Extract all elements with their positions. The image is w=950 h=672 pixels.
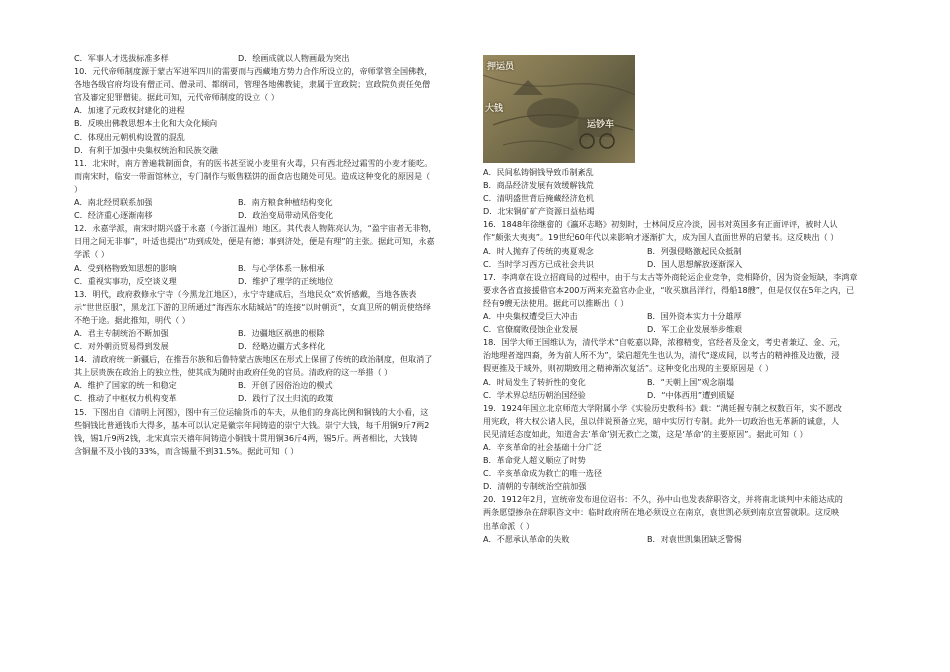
option-row xyxy=(483,258,886,271)
option-line: B．商品经济发展有效缓解钱荒 xyxy=(483,180,594,191)
question-line: 作“颇张大夷夷”。19世纪60年代以来影响才逐渐扩大，成为国人直面世界的启蒙书。这反映出（ ） xyxy=(483,232,839,243)
question-line: 14．清政府统一新疆后，在推吾尔族和后鲁特蒙古族地区在形式上保留了传统的政治制度，但取消了 xyxy=(74,354,433,365)
question-line: 示“世世臣服”，黑龙江下游的卫所通过“海西东水陆城站”的连接“以时朝贡”，女真卫所的朝贡使络绎 xyxy=(74,301,432,312)
question-line: 假更推及于域外，则初期致用之精神渐次复活”。这种变化出现的主要原因是（ ） xyxy=(483,363,774,374)
option-row xyxy=(74,262,466,275)
question-line: 13．明代，政府救修永宁寺（今黑龙江地区），永宁寺建成后，当地民众“欢忻感戴，当地各族表 xyxy=(74,288,417,299)
question-line: 用宪政，将大权公诸人民，虽以伴说预备立宪，暗中实厉行专制。此外一切政治也无革新的诚意，人 xyxy=(483,415,840,426)
left-column xyxy=(74,52,466,458)
question-line: 11．北宋时，南方普遍栽制面食，有的医书甚至说小麦里有火毒，只有西北经过霜雪的小麦才能吃。 xyxy=(74,157,433,168)
option-text: A．受到格物致知思想的影响 xyxy=(74,262,177,273)
option-text: B．与心学体系一脉相承 xyxy=(238,262,325,273)
question-line: 学派（ ） xyxy=(74,249,109,260)
option-line: B．反映出佛教思想本土化和大众化倾向 xyxy=(74,118,218,129)
option-row xyxy=(483,245,886,258)
option-text: C．重视实事功，反空谈义理 xyxy=(74,275,177,286)
option-text: B．对袁世凯集团缺乏警惕 xyxy=(647,533,742,544)
option-line: A．民间私铸铜钱导致币制紊乱 xyxy=(483,167,594,177)
option-line: C．体现出元朝机构设置的混乱 xyxy=(74,131,185,142)
option-text: C．官僚腐败侵蚀企业发展 xyxy=(483,324,578,335)
option-row xyxy=(483,389,886,402)
question-line: 19．1924年国立北京师范大学附属小学《实验历史教科书》载：“满廷握专制之权数百年，实不愿改 xyxy=(483,402,842,413)
option-text: C．当时学习西方已成社会共识 xyxy=(483,258,594,269)
option-row xyxy=(483,323,886,336)
option-text: A．时人抛弃了传统的夷夏观念 xyxy=(483,245,594,256)
option-row xyxy=(483,310,886,323)
option-row xyxy=(74,327,466,340)
question-line: 18．国学大师王国维认为，清代学术“自乾嘉以降，浓穆精变，官经者及金文，考史者兼辽、金、元， xyxy=(483,337,846,348)
option-text: B．南方粮食种植结构变化 xyxy=(238,197,333,208)
question-line: 要求各省直接援借官本200万两来充盈官办企业，“收买旗昌洋行，得船18艘”，但是仅仅在5年之内，已 xyxy=(483,284,855,295)
option-text: A．中央集权遭受巨大冲击 xyxy=(483,311,578,322)
option-line: B．革命党人超义顺应了时势 xyxy=(483,455,586,466)
question-line: 而南宋时，临安一带面馆林立，专门制作与贩售糕饼的面食店也随处可见。造成这种变化的原因是（ xyxy=(74,170,431,181)
option-line: A．加速了元政权封建化的进程 xyxy=(74,105,185,116)
option-row xyxy=(74,196,466,209)
option-text: D．国人思想解放逐渐深入 xyxy=(647,258,743,269)
option-text: D．经略边疆方式多样化 xyxy=(238,341,326,352)
question-line: 些铜钱比普通钱币大得多，基本可以认定是徽宗年间铸造的崇宁大钱。崇宁大钱，每千用铜9斤7两2 xyxy=(74,419,430,430)
option-text: C．经济重心逐渐南移 xyxy=(74,210,153,221)
option-row xyxy=(74,209,466,222)
question-line: 经有9艘无法使用。据此可以推断出（ ） xyxy=(483,297,629,308)
figure-label-escort: 押运员 xyxy=(487,62,515,72)
question-line: 17．李鸿章在设立招商局的过程中，由于与太古等外商轮运企业竞争，竞相降价，因为资金短缺，李鸿章 xyxy=(483,271,858,282)
option-line: D．有利于加强中央集权统治和民族交融 xyxy=(74,144,218,155)
option-row xyxy=(483,533,886,546)
option-text: A．维护了国家的统一和稳定 xyxy=(74,380,177,391)
option-line: A．辛亥革命的社会基础十分广泛 xyxy=(483,441,602,452)
question-line: 各地各级官府均设有僧正司、僧录司、都纲司，管理各地佛教徒，隶属于宣政院；宣政院负责任免僧 xyxy=(74,79,431,90)
question-line: 含铜量不及小钱的33%，而含锡量不到31.5%。据此可知（ ） xyxy=(74,445,299,456)
question-line: 不绝于途。据此推知，明代（ ） xyxy=(74,314,190,325)
question-line: 20．1912年2月，宣统帝发布退位诏书：不久，孙中山也发表辞职咨文，并将南北谈判中未能达成的 xyxy=(483,494,843,505)
option-text: C．对外朝贡贸易得到发展 xyxy=(74,341,169,352)
option-text: D．“中体西用”遭到质疑 xyxy=(647,389,735,400)
option-row xyxy=(74,52,466,65)
option-row xyxy=(74,392,466,405)
option-text: A．时局发生了转折性的变化 xyxy=(483,376,586,387)
question-line: ） xyxy=(74,183,83,194)
option-text: B．国外资本实力十分雄厚 xyxy=(647,311,742,322)
question-line: 日用之间无非事”，叶适也提出“功到成处，便是有德；事到济处，便是有理”的主张。据此可知，永嘉 xyxy=(74,236,435,247)
qingming-painting-image xyxy=(483,55,635,163)
question-line: 民见清廷态度如此，知道舍去‘革命’别无救亡之策，这是‘革命’的主要原因”。据此可知（ ） xyxy=(483,428,808,439)
option-text: A．不愿承认革命的失败 xyxy=(483,533,570,544)
option-row xyxy=(74,340,466,353)
option-line: D．北宋铜矿矿产资源日益枯竭 xyxy=(483,206,595,217)
question-line: 两条愿望掺杂在辞职咨文中：临时政府所在地必须设立在南京，袁世凯必须到南京宣誓就职。这反映 xyxy=(483,507,840,518)
option-text: C．军事人才选拔标准多样 xyxy=(74,53,169,63)
right-column xyxy=(483,55,886,546)
question-line: 出革命派（ ） xyxy=(483,520,535,531)
option-text: B．边疆地区祸患的根除 xyxy=(238,327,325,338)
option-text: C．推动了中枢权力机构变革 xyxy=(74,393,177,404)
figure-label-big-coin: 大钱 xyxy=(485,104,504,114)
option-line: D．清朝的专制统治空前加强 xyxy=(483,481,587,492)
option-text: B．列强侵略激起民众抵制 xyxy=(647,245,742,256)
option-text: C．学术界总结历朝治国经验 xyxy=(483,389,586,400)
option-text: D．维护了理学的正统地位 xyxy=(238,275,334,286)
option-text: D．军工企业发展举步维艰 xyxy=(647,324,743,335)
option-line: C．清明盛世背后掩藏经济危机 xyxy=(483,193,594,204)
option-text: D．政治变局带动风俗变化 xyxy=(238,210,334,221)
question-line: 钱，锡1斤9两2钱，北宋真宗天禧年间铸造小铜钱十贯用铜36斤4两，锡5斤。两者相比，大钱铸 xyxy=(74,432,418,443)
question-line: 16．1848年徐继畲的《瀛环志略》初刻时，士林间反应冷淡，因书对英国多有正面评评，被时人认 xyxy=(483,219,838,230)
option-text: D．绘画成就以人物画最为突出 xyxy=(238,53,350,63)
figure-label-cart: 运钞车 xyxy=(587,120,615,130)
option-row xyxy=(74,275,466,288)
question-line: 治地理者遑四裔，务为前人所不为”，梁启超先生也认为，清代“遂成间，以考古的精神推及边徼，浸 xyxy=(483,350,840,361)
option-line: C．辛亥革命成为救亡的唯一选径 xyxy=(483,468,602,479)
option-text: D．践行了汉土归流的政策 xyxy=(238,393,334,404)
question-line: 官及審定犯罪僧徒。据此可知，元代帝师制度的设立（ ） xyxy=(74,92,279,103)
question-line: 其上层贵族在政治上的独立性，使其成为随时由政府任免的官员。清政府的这一举措（ ） xyxy=(74,367,393,378)
right-column-text xyxy=(483,166,886,546)
option-text: B．开创了因俗治边的模式 xyxy=(238,380,333,391)
question-line: 15．下图出自《清明上河图》，图中有三位运输货币的车夫，从他们的身高比例和铜钱的大小看，这 xyxy=(74,406,429,417)
option-row xyxy=(74,379,466,392)
option-text: B．“天朝上国”观念崩塌 xyxy=(647,376,734,387)
option-row xyxy=(483,376,886,389)
question-line: 12．永嘉学派，南宋时期兴盛于永嘉（今浙江温州）地区。其代表人物陈亮认为，“盈宇宙者无非物， xyxy=(74,223,437,234)
option-text: A．君主专制统治不断加强 xyxy=(74,327,169,338)
option-text: A．南北经贸联系加强 xyxy=(74,197,153,208)
question-line: 10．元代帝师制度源于蒙古军进军四川的需要而与西藏地方势力合作所设立的，帝师掌管全国佛教， xyxy=(74,66,433,77)
